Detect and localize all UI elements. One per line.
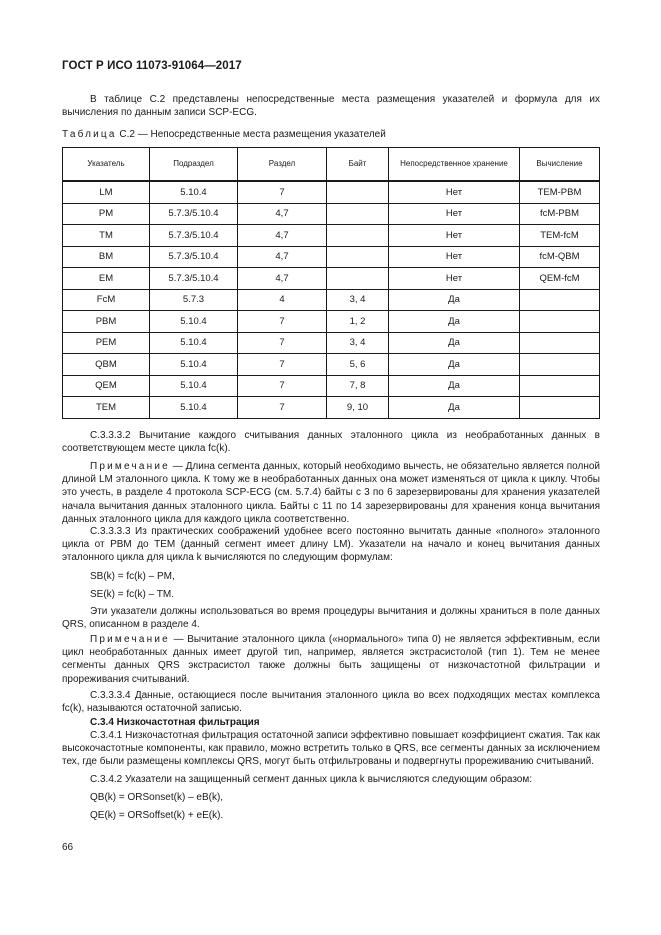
table-row xyxy=(63,375,600,397)
table-cell: 7 xyxy=(238,375,327,397)
table-cell: 7, 8 xyxy=(327,375,389,397)
table-cell: Да xyxy=(389,354,520,376)
table-row xyxy=(63,203,600,225)
formula-qb: QB(k) = ORSonset(k) – eB(k), xyxy=(90,792,224,803)
table-cell: FcM xyxy=(63,289,150,311)
table-cell: 5, 6 xyxy=(327,354,389,376)
table-cell: Нет xyxy=(389,268,520,290)
table-row xyxy=(63,225,600,247)
table-cell xyxy=(520,375,600,397)
table-cell: PM xyxy=(63,203,150,225)
table-cell: 5.7.3/5.10.4 xyxy=(150,268,238,290)
table-cell: Нет xyxy=(389,203,520,225)
table-cell: fcM-QBM xyxy=(520,246,600,268)
table-cell: TEM-PBM xyxy=(520,181,600,203)
note-1 xyxy=(62,460,600,526)
intro-paragraph: В таблице С.2 представлены непосредственные места размещения указателей и формула для их вычисления по данным записи SCP-ECG. xyxy=(62,94,600,119)
table-cell: TEM xyxy=(63,397,150,419)
table-cell: PEM xyxy=(63,332,150,354)
table-cell xyxy=(327,225,389,247)
table-cell: 4,7 xyxy=(238,225,327,247)
table-cell: 7 xyxy=(238,181,327,203)
table-row xyxy=(63,397,600,419)
table-cell: 7 xyxy=(238,311,327,333)
table-cell: 7 xyxy=(238,354,327,376)
table-cell: 4,7 xyxy=(238,203,327,225)
table-cell xyxy=(520,311,600,333)
table-cell: 5.10.4 xyxy=(150,332,238,354)
table-cell: 5.10.4 xyxy=(150,375,238,397)
formula-se: SE(k) = fc(k) – TM. xyxy=(90,589,174,600)
table-cell xyxy=(327,181,389,203)
note-2-text: — Вычитание эталонного цикла («нормального» типа 0) не является эффективным, если цикл необработанных данных имеет другой тип, например, является экстрасистолой (тип 1). Тем не менее сегменты данных QRS экстрасистол также должны быть защищены от низкочастотной фильтрации и прореживания считываний. xyxy=(62,634,600,685)
paragraph-c3333: С.3.3.3.3 Из практических соображений удобнее всего постоянно вычитать данные «полного» эталонного цикла от PBM до TEM (данный сегмент имеет длину LM). Указатели на начало и конец вычитания данных эталонного цикла для цикла k вычисляются по следующим формулам: xyxy=(62,526,600,564)
pointer-table xyxy=(62,147,600,419)
table-row xyxy=(63,311,600,333)
table-cell: Да xyxy=(389,332,520,354)
table-cell: 3, 4 xyxy=(327,332,389,354)
table-caption-word: Таблица xyxy=(62,129,117,140)
table-cell: BM xyxy=(63,246,150,268)
table-header-row xyxy=(63,148,600,182)
page-number: 66 xyxy=(62,842,74,853)
table-cell: PBM xyxy=(63,311,150,333)
table-cell: fcM-PBM xyxy=(520,203,600,225)
formula-qe: QE(k) = ORSoffset(k) + eE(k). xyxy=(90,810,224,821)
table-caption xyxy=(62,129,386,140)
table-column-header: Раздел xyxy=(238,148,327,182)
table-cell: Да xyxy=(389,397,520,419)
table-cell: 5.10.4 xyxy=(150,181,238,203)
table-cell: 3, 4 xyxy=(327,289,389,311)
table-cell: 5.7.3 xyxy=(150,289,238,311)
table-cell: QEM-fcM xyxy=(520,268,600,290)
note-2-label: Примечание xyxy=(90,634,170,645)
table-column-header: Указатель xyxy=(63,148,150,182)
paragraph-c341: С.3.4.1 Низкочастотная фильтрация остаточной записи эффективно повышает коэффициент сжатия. Так как высокочастотные компоненты, как правило, можно встретить только в QRS, все сегменты данных за исключением тех, где были размещены комплексы QRS, могут быть отфильтрованы и подвергнуты прореживанию считываний. xyxy=(62,730,600,768)
table-cell: QEM xyxy=(63,375,150,397)
table-cell xyxy=(327,246,389,268)
table-cell: Нет xyxy=(389,181,520,203)
table-cell: Да xyxy=(389,289,520,311)
table-cell xyxy=(520,289,600,311)
table-body xyxy=(63,181,600,418)
formula-sb: SB(k) = fc(k) – PM, xyxy=(90,571,175,582)
table-cell: 5.7.3/5.10.4 xyxy=(150,246,238,268)
table-cell: 5.10.4 xyxy=(150,354,238,376)
table-cell: 1, 2 xyxy=(327,311,389,333)
note-2 xyxy=(62,633,600,686)
paragraph-pointers-usage: Эти указатели должны использоваться во время процедуры вычитания и должны храниться в поле данных QRS, описанном в разделе 4. xyxy=(62,606,600,631)
paragraph-c3332: С.3.3.3.2 Вычитание каждого считывания данных эталонного цикла из необработанных данных в соответствующем месте цикла fc(k). xyxy=(62,430,600,455)
table-row xyxy=(63,354,600,376)
table-column-header: Подраздел xyxy=(150,148,238,182)
table-cell: 4,7 xyxy=(238,268,327,290)
table-cell: 5.7.3/5.10.4 xyxy=(150,203,238,225)
note-1-label: Примечание xyxy=(90,461,170,472)
table-cell xyxy=(327,203,389,225)
table-row xyxy=(63,246,600,268)
table-row xyxy=(63,268,600,290)
note-1-text: — Длина сегмента данных, который необходимо вычесть, не обязательно является полной длиной LM эталонного цикла. К тому же в необработанных данных она может изменяться от цикла к циклу. Чтобы это учесть, в разделе 4 протокола SCP-ECG (см. 5.7.4) байты с 3 по 6 зарезервированы для хранения указателей начала вычитания данных эталонного цикла. Байты с 11 по 14 зарезервированы для хранения конца вычитания данных эталонного цикла для каждого цикла соответственно. xyxy=(62,461,600,525)
table-cell: 9, 10 xyxy=(327,397,389,419)
table-cell: 5.10.4 xyxy=(150,397,238,419)
table-row xyxy=(63,181,600,203)
document-header: ГОСТ Р ИСО 11073-91064—2017 xyxy=(62,60,242,72)
table-caption-text: С.2 — Непосредственные места размещения указателей xyxy=(119,129,386,140)
table-cell xyxy=(520,354,600,376)
table-cell: Да xyxy=(389,311,520,333)
table-cell: EM xyxy=(63,268,150,290)
table-cell: 4,7 xyxy=(238,246,327,268)
table-cell: Нет xyxy=(389,246,520,268)
table-cell: TEM-fcM xyxy=(520,225,600,247)
table-cell: 5.7.3/5.10.4 xyxy=(150,225,238,247)
table-column-header: Байт xyxy=(327,148,389,182)
table-cell: 5.10.4 xyxy=(150,311,238,333)
paragraph-c3334: С.3.3.3.4 Данные, остающиеся после вычитания эталонного цикла во всех подходящих местах комплекса fc(k), называются остаточной записью. xyxy=(62,690,600,715)
table-cell: TM xyxy=(63,225,150,247)
table-row xyxy=(63,332,600,354)
table-cell xyxy=(520,397,600,419)
table-cell: 7 xyxy=(238,332,327,354)
table-cell: 7 xyxy=(238,397,327,419)
table-cell xyxy=(520,332,600,354)
table-cell: LM xyxy=(63,181,150,203)
section-title-c34: С.3.4 Низкочастотная фильтрация xyxy=(90,717,260,728)
table-cell: Нет xyxy=(389,225,520,247)
table-cell: 4 xyxy=(238,289,327,311)
table-column-header: Непосредственное хранение xyxy=(389,148,520,182)
table-cell xyxy=(327,268,389,290)
table-column-header: Вычисление xyxy=(520,148,600,182)
paragraph-c342: С.3.4.2 Указатели на защищенный сегмент данных цикла k вычисляются следующим образом: xyxy=(90,774,533,785)
table-cell: QBM xyxy=(63,354,150,376)
table-row xyxy=(63,289,600,311)
table-cell: Да xyxy=(389,375,520,397)
